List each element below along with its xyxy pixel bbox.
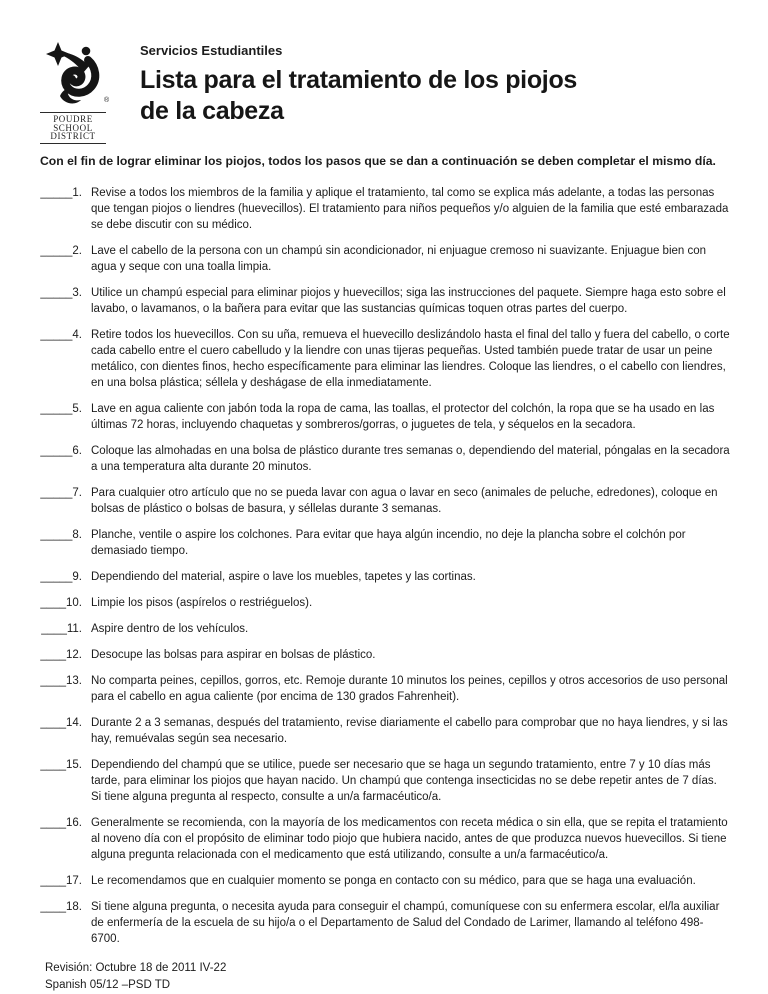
- item-number-label: 18.: [66, 900, 82, 913]
- blank-line: ____: [40, 674, 66, 687]
- item-number: [40, 443, 82, 475]
- item-number-label: 8.: [72, 528, 82, 541]
- item-number-label: 9.: [72, 570, 82, 583]
- blank-line: ____: [40, 900, 66, 913]
- blank-line: _____: [40, 486, 73, 499]
- item-text: Durante 2 a 3 semanas, después del tratamiento, revise diariamente el cabello para comprobar que no haya liendres, y si las hay, remuévalas según sea necesario.: [91, 716, 728, 745]
- checklist-item: [40, 527, 730, 559]
- item-text: Lave el cabello de la persona con un champú sin acondicionador, ni enjuague cremoso ni suavizante. Enjuague bien con agua y seque con una toalla limpia.: [91, 244, 707, 273]
- checklist-item: [40, 815, 730, 863]
- blank-line: ____: [40, 596, 66, 609]
- blank-line: _____: [40, 328, 73, 341]
- item-number: [40, 815, 82, 863]
- psd-logo-wordmark: [40, 112, 106, 144]
- item-number-label: 6.: [72, 444, 82, 457]
- logo-word-school: SCHOOL: [53, 122, 93, 133]
- item-number-label: 17.: [66, 874, 82, 887]
- item-text: Aspire dentro de los vehículos.: [91, 622, 249, 635]
- checklist-item: [40, 185, 730, 233]
- item-text: Utilice un champú especial para eliminar piojos y huevecillos; siga las instrucciones del paquete. Siempre haga esto sobre el lavabo, o lavamanos, o la bañera para evitar que las sustancias químicas toquen otras partes del cuerpo.: [91, 286, 726, 315]
- item-text: Limpie los pisos (aspírelos o restriéguelos).: [91, 596, 313, 609]
- checklist-item: [40, 243, 730, 275]
- item-number-label: 3.: [72, 286, 82, 299]
- blank-line: _____: [40, 444, 73, 457]
- checklist-item: [40, 327, 730, 391]
- blank-line: ____: [40, 758, 66, 771]
- blank-line: ____: [40, 648, 66, 661]
- item-number: [40, 327, 82, 391]
- item-number: [40, 185, 82, 233]
- item-text: Dependiendo del material, aspire o lave los muebles, tapetes y las cortinas.: [91, 570, 476, 583]
- blank-line: _____: [40, 402, 73, 415]
- blank-line: ____: [41, 622, 67, 635]
- item-number: [40, 899, 82, 947]
- revision-line: Revisión: Octubre 18 de 2011 IV-22: [45, 961, 227, 974]
- item-number: [40, 715, 82, 747]
- blank-line: ____: [40, 816, 66, 829]
- item-number-label: 13.: [66, 674, 82, 687]
- item-text: Lave en agua caliente con jabón toda la ropa de cama, las toallas, el protector del colchón, la ropa que se ha usado en las últimas 72 horas, incluyendo chaquetas y sombreros/gorras, o juguetes de tela, y séquelos en la secadora.: [91, 402, 715, 431]
- checklist-item: [40, 715, 730, 747]
- item-number: [40, 527, 82, 559]
- item-number: [40, 285, 82, 317]
- psd-logo: [40, 40, 140, 144]
- item-text: Le recomendamos que en cualquier momento se ponga en contacto con su médico, para que se haga una evaluación.: [91, 874, 696, 887]
- item-number: [40, 485, 82, 517]
- blank-line: ____: [40, 874, 66, 887]
- item-number: [40, 595, 82, 611]
- item-number-label: 10.: [66, 596, 82, 609]
- page-title: [140, 65, 730, 127]
- registered-mark: ®: [104, 97, 110, 104]
- department-label: Servicios Estudiantiles: [140, 43, 283, 58]
- language-code-line: Spanish 05/12 –PSD TD: [45, 978, 171, 991]
- item-number-label: 16.: [66, 816, 82, 829]
- blank-line: _____: [40, 186, 73, 199]
- item-number: [40, 401, 82, 433]
- checklist-item: [40, 647, 730, 663]
- checklist-item: [40, 569, 730, 585]
- checklist-item: [40, 899, 730, 947]
- checklist-item: [40, 401, 730, 433]
- item-number: [40, 757, 82, 805]
- item-number: [40, 621, 82, 637]
- item-number-label: 4.: [72, 328, 82, 341]
- item-number-label: 5.: [72, 402, 82, 415]
- checklist-item: [40, 757, 730, 805]
- title-line-1: Lista para el tratamiento de los piojos: [140, 66, 578, 94]
- document-footer: [45, 960, 730, 994]
- item-number: [40, 647, 82, 663]
- blank-line: _____: [40, 286, 73, 299]
- checklist-item: [40, 485, 730, 517]
- intro-statement: Con el fin de lograr eliminar los piojos, todos los pasos que se dan a continuación se deben completar el mismo día.: [40, 153, 716, 168]
- logo-word-poudre: POUDRE: [53, 114, 93, 124]
- checklist-item: [40, 873, 730, 889]
- item-number-label: 15.: [66, 758, 82, 771]
- item-number-label: 1.: [72, 186, 82, 199]
- item-text: Coloque las almohadas en una bolsa de plástico durante tres semanas o, dependiendo del material, póngalas en la secadora a una temperatura alta durante 20 minutos.: [91, 444, 730, 473]
- blank-line: _____: [40, 244, 73, 257]
- item-text: Para cualquier otro artículo que no se pueda lavar con agua o lavar en seco (animales de peluche, edredones), coloque en bolsas de plástico o bolsas de basura, y séllelas durante 3 semanas.: [91, 486, 718, 515]
- checklist-item: [40, 595, 730, 611]
- item-text: Retire todos los huevecillos. Con su uña, remueva el huevecillo deslizándolo hasta el final del tallo y fuera del cabello, o corte cada cabello entre el cuero cabelludo y la liendre con unas tijeras pequeñas. Usted también puede tratar de usar un peine metálico, con dientes finos, hecho específicamente para eliminar las liendres. Coloque las liendres, o el cabello con liendres, en una bolsa plástica; séllela y deshágase de ella inmediatamente.: [91, 328, 730, 389]
- psd-figure-star-swoosh-icon: [41, 40, 109, 110]
- checklist: [40, 185, 730, 947]
- item-number: [40, 243, 82, 275]
- item-number-label: 11.: [66, 622, 82, 635]
- item-text: Generalmente se recomienda, con la mayoría de los medicamentos con receta médica o sin ella, que se repita el tratamiento al noveno día con el propósito de eliminar todo piojo que hubiera nacido, antes de que produzca nuevos huevecillos. Si tiene alguna pregunta relacionada con el medicamento que está utilizando, consulte a un/a farmacéutico/a.: [91, 816, 728, 861]
- checklist-item: [40, 443, 730, 475]
- checklist-item: [40, 673, 730, 705]
- item-number: [40, 569, 82, 585]
- item-number: [40, 873, 82, 889]
- blank-line: _____: [40, 570, 73, 583]
- logo-word-district: DISTRICT: [50, 131, 96, 141]
- item-text: Dependiendo del champú que se utilice, puede ser necesario que se haga un segundo tratamiento, entre 7 y 10 días más tarde, para eliminar los piojos que hayan nacido. Un champú que contenga insecticidas no se debe repetir antes de 7 días. Si tiene alguna pregunta al respecto, consulte a un/a farmacéutico/a.: [91, 758, 717, 803]
- header-text: [140, 40, 730, 144]
- item-text: Planche, ventile o aspire los colchones. Para evitar que haya algún incendio, no deje la plancha sobre el colchón por demasiado tiempo.: [91, 528, 686, 557]
- blank-line: _____: [40, 528, 73, 541]
- item-text: No comparta peines, cepillos, gorros, etc. Remoje durante 10 minutos los peines, cepillos y otros accesorios de uso personal para el cabello en agua caliente (por encima de 130 grados Fahrenheit).: [91, 674, 728, 703]
- title-line-2: de la cabeza: [140, 97, 284, 125]
- item-number-label: 14.: [66, 716, 82, 729]
- blank-line: ____: [40, 716, 66, 729]
- item-text: Revise a todos los miembros de la familia y aplique el tratamiento, tal como se explica más adelante, a todas las personas que tengan piojos o liendres (huevecillos). El tratamiento para niños pequeños y/o alguien de la familia que esté embarazada se debe discutir con su médico.: [91, 186, 729, 231]
- document-header: [40, 40, 730, 144]
- checklist-item: [40, 621, 730, 637]
- item-number: [40, 673, 82, 705]
- item-number-label: 2.: [72, 244, 82, 257]
- checklist-item: [40, 285, 730, 317]
- item-text: Si tiene alguna pregunta, o necesita ayuda para conseguir el champú, comuníquese con su enfermera escolar, el/la auxiliar de enfermería de la escuela de su hijo/a o el Departamento de Salud del Condado de Larimer, llamando al teléfono 498-6700.: [91, 900, 720, 945]
- item-number-label: 7.: [72, 486, 82, 499]
- item-number-label: 12.: [66, 648, 82, 661]
- item-text: Desocupe las bolsas para aspirar en bolsas de plástico.: [91, 648, 376, 661]
